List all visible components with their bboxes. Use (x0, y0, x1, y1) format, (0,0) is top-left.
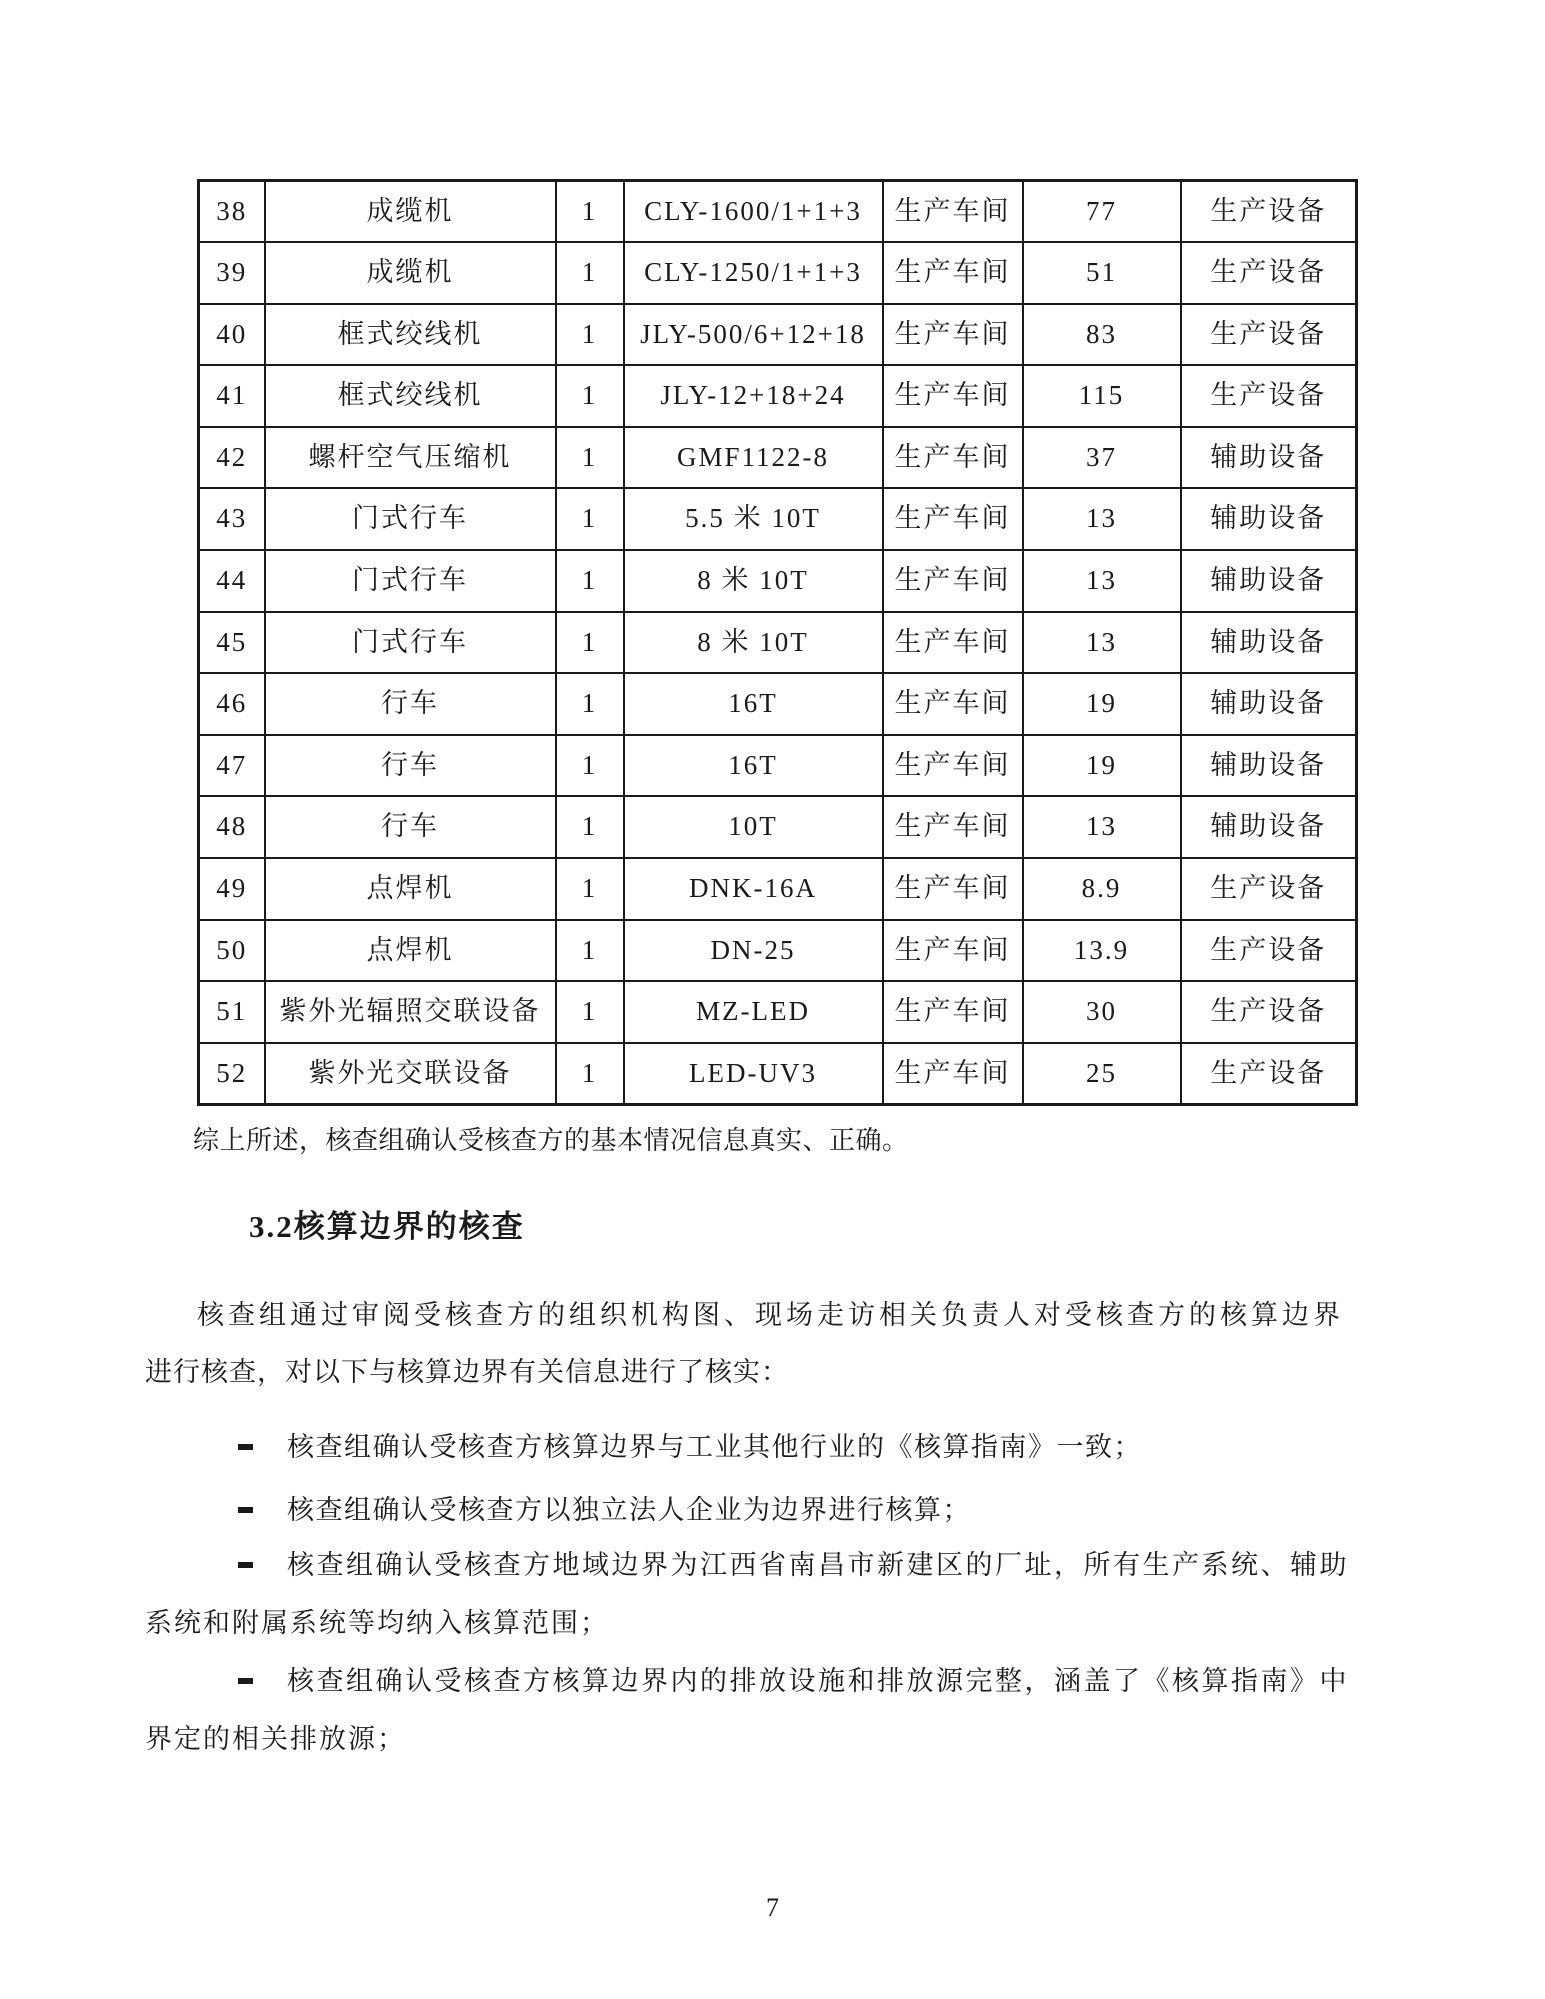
summary-text: 综上所述，核查组确认受核查方的基本情况信息真实、正确。 (193, 1126, 909, 1155)
table-cell: 1 (556, 365, 624, 427)
dash-bullet-icon (238, 1562, 253, 1568)
table-cell: 1 (556, 1043, 624, 1105)
table-cell: 生产设备 (1181, 242, 1357, 304)
dash-bullet-icon (238, 1444, 253, 1450)
table-cell: 生产设备 (1181, 981, 1357, 1043)
bullet-item (238, 1664, 1349, 1698)
bullet-item (238, 1430, 1142, 1464)
bullet-continuation: 界定的相关排放源； (145, 1724, 406, 1754)
table-cell: 辅助设备 (1181, 427, 1357, 489)
table-cell: 生产设备 (1181, 181, 1357, 243)
table-cell: 辅助设备 (1181, 550, 1357, 612)
table-cell: 8 米 10T (624, 612, 883, 674)
table-cell: 1 (556, 612, 624, 674)
table-cell: 77 (1023, 181, 1181, 243)
table-cell: 门式行车 (265, 550, 556, 612)
table-cell: 门式行车 (265, 612, 556, 674)
table-row (199, 550, 1357, 612)
table-cell: 1 (556, 920, 624, 982)
table-row (199, 304, 1357, 366)
table-cell: 行车 (265, 735, 556, 797)
table-cell: 生产车间 (883, 181, 1023, 243)
table-cell: 13 (1023, 550, 1181, 612)
table-cell: 生产车间 (883, 488, 1023, 550)
table-cell: 42 (199, 427, 265, 489)
table-cell: 生产车间 (883, 612, 1023, 674)
table-row (199, 673, 1357, 735)
table-cell: 43 (199, 488, 265, 550)
table-cell: CLY-1600/1+1+3 (624, 181, 883, 243)
table-cell: 13.9 (1023, 920, 1181, 982)
table-cell: 40 (199, 304, 265, 366)
table-cell: 1 (556, 242, 624, 304)
table-cell: 1 (556, 981, 624, 1043)
table-cell: 8 米 10T (624, 550, 883, 612)
table-cell: 38 (199, 181, 265, 243)
table-cell: 1 (556, 304, 624, 366)
table-row (199, 1043, 1357, 1105)
table-cell: 成缆机 (265, 242, 556, 304)
table-cell: JLY-12+18+24 (624, 365, 883, 427)
table-cell: 螺杆空气压缩机 (265, 427, 556, 489)
table-cell: DN-25 (624, 920, 883, 982)
table-cell: 辅助设备 (1181, 612, 1357, 674)
table-cell: 辅助设备 (1181, 673, 1357, 735)
table-cell: 13 (1023, 488, 1181, 550)
table-cell: 51 (1023, 242, 1181, 304)
equipment-table-body (199, 181, 1357, 1105)
bullet-text: 核查组确认受核查方以独立法人企业为边界进行核算； (287, 1495, 971, 1525)
table-cell: 51 (199, 981, 265, 1043)
table-cell: 生产车间 (883, 735, 1023, 797)
table-cell: 生产设备 (1181, 858, 1357, 920)
dash-bullet-icon (238, 1507, 253, 1513)
table-row (199, 365, 1357, 427)
table-cell: 点焊机 (265, 858, 556, 920)
table-cell: CLY-1250/1+1+3 (624, 242, 883, 304)
table-cell: 1 (556, 735, 624, 797)
table-cell: 45 (199, 612, 265, 674)
bullet-continuation: 系统和附属系统等均纳入核算范围； (145, 1608, 609, 1638)
table-row (199, 612, 1357, 674)
bullet-text: 核查组确认受核查方核算边界与工业其他行业的《核算指南》一致； (287, 1432, 1142, 1462)
table-cell: 门式行车 (265, 488, 556, 550)
table-cell: 紫外光交联设备 (265, 1043, 556, 1105)
table-cell: 1 (556, 796, 624, 858)
table-cell: 1 (556, 673, 624, 735)
bullet-text: 核查组确认受核查方地域边界为江西省南昌市新建区的厂址，所有生产系统、辅助 (287, 1550, 1349, 1580)
table-cell: 框式绞线机 (265, 365, 556, 427)
table-row (199, 181, 1357, 243)
table-cell: 辅助设备 (1181, 796, 1357, 858)
table-cell: 框式绞线机 (265, 304, 556, 366)
table-cell: 1 (556, 427, 624, 489)
table-cell: 1 (556, 181, 624, 243)
table-cell: 紫外光辐照交联设备 (265, 981, 556, 1043)
dash-bullet-icon (238, 1678, 253, 1684)
table-cell: GMF1122-8 (624, 427, 883, 489)
table-cell: 30 (1023, 981, 1181, 1043)
table-cell: 8.9 (1023, 858, 1181, 920)
table-cell: 生产车间 (883, 365, 1023, 427)
table-cell: 13 (1023, 612, 1181, 674)
section-heading: 3.2核算边界的核查 (249, 1209, 525, 1244)
table-cell: 49 (199, 858, 265, 920)
table-row (199, 488, 1357, 550)
table-cell: 115 (1023, 365, 1181, 427)
paragraph-line: 进行核查，对以下与核算边界有关信息进行了核实： (145, 1357, 789, 1387)
table-row (199, 981, 1357, 1043)
table-cell: 生产车间 (883, 858, 1023, 920)
table-cell: 16T (624, 673, 883, 735)
table-cell: 生产车间 (883, 304, 1023, 366)
table-cell: 生产设备 (1181, 1043, 1357, 1105)
table-cell: 生产车间 (883, 920, 1023, 982)
table-cell: 39 (199, 242, 265, 304)
table-cell: 19 (1023, 735, 1181, 797)
table-cell: 生产设备 (1181, 920, 1357, 982)
table-cell: 成缆机 (265, 181, 556, 243)
table-cell: 46 (199, 673, 265, 735)
table-cell: DNK-16A (624, 858, 883, 920)
paragraph-line: 核查组通过审阅受核查方的组织机构图、现场走访相关负责人对受核查方的核算边界 (197, 1300, 1344, 1330)
table-cell: 生产车间 (883, 673, 1023, 735)
table-cell: 生产车间 (883, 550, 1023, 612)
table-row (199, 858, 1357, 920)
table-cell: 52 (199, 1043, 265, 1105)
table-cell: 25 (1023, 1043, 1181, 1105)
table-cell: 47 (199, 735, 265, 797)
table-cell: 37 (1023, 427, 1181, 489)
table-row (199, 920, 1357, 982)
bullet-text: 核查组确认受核查方核算边界内的排放设施和排放源完整，涵盖了《核算指南》中 (287, 1666, 1349, 1696)
table-cell: 生产车间 (883, 1043, 1023, 1105)
table-cell: 生产车间 (883, 981, 1023, 1043)
table-cell: 行车 (265, 673, 556, 735)
table-cell: MZ-LED (624, 981, 883, 1043)
table-cell: 83 (1023, 304, 1181, 366)
table-cell: 41 (199, 365, 265, 427)
table-cell: 生产车间 (883, 242, 1023, 304)
table-cell: 1 (556, 858, 624, 920)
table-cell: 点焊机 (265, 920, 556, 982)
table-cell: 10T (624, 796, 883, 858)
table-cell: 生产设备 (1181, 365, 1357, 427)
table-cell: 1 (556, 488, 624, 550)
table-cell: 44 (199, 550, 265, 612)
table-row (199, 427, 1357, 489)
table-cell: 生产设备 (1181, 304, 1357, 366)
page-number: 7 (766, 1893, 779, 1922)
table-cell: 生产车间 (883, 427, 1023, 489)
table-cell: 16T (624, 735, 883, 797)
table-cell: 行车 (265, 796, 556, 858)
table-row (199, 796, 1357, 858)
table-cell: 5.5 米 10T (624, 488, 883, 550)
table-cell: 生产车间 (883, 796, 1023, 858)
bullet-item (238, 1548, 1349, 1582)
table-cell: 19 (1023, 673, 1181, 735)
table-cell: JLY-500/6+12+18 (624, 304, 883, 366)
table-cell: 辅助设备 (1181, 735, 1357, 797)
table-row (199, 242, 1357, 304)
table-cell: 13 (1023, 796, 1181, 858)
table-cell: 48 (199, 796, 265, 858)
table-cell: LED-UV3 (624, 1043, 883, 1105)
table-cell: 1 (556, 550, 624, 612)
table-row (199, 735, 1357, 797)
table-cell: 50 (199, 920, 265, 982)
table-cell: 辅助设备 (1181, 488, 1357, 550)
bullet-item (238, 1493, 971, 1527)
equipment-table (197, 179, 1358, 1106)
